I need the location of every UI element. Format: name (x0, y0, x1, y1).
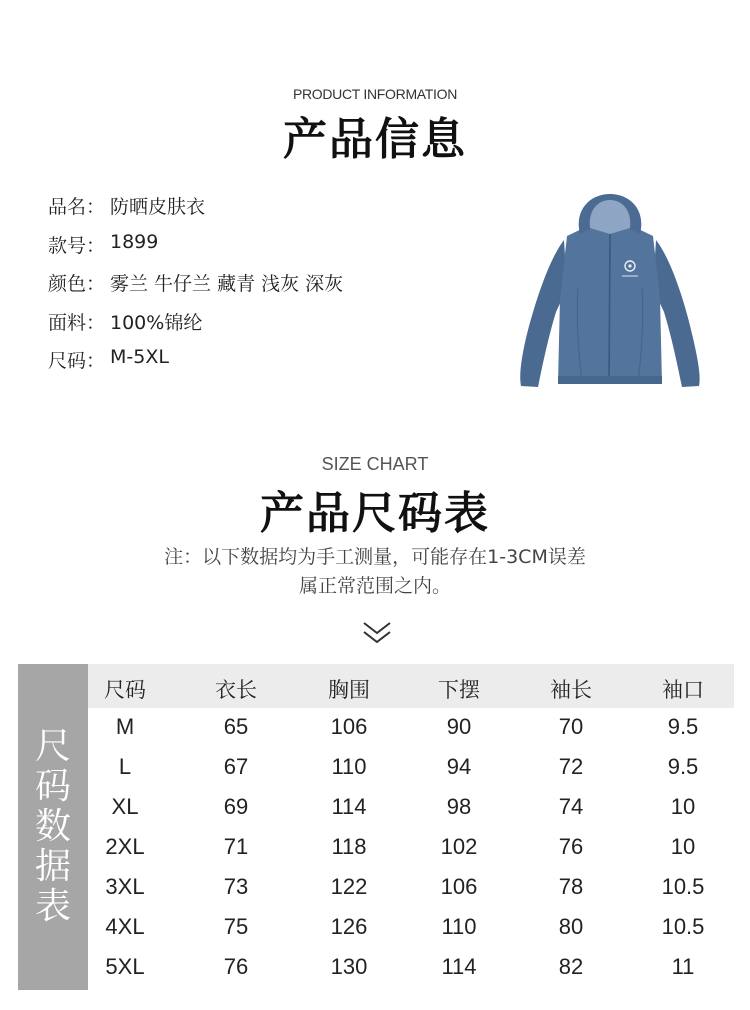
table-cell: 114 (331, 794, 367, 819)
table-cell: 106 (440, 874, 478, 899)
table-cell: 2XL (105, 834, 145, 859)
table-cell: M (115, 714, 135, 739)
size-chart-title: 产品尺码表 (260, 488, 490, 539)
table-cell: L (118, 754, 132, 779)
jacket-image (512, 188, 708, 394)
product-info-list (48, 192, 343, 385)
table-cell: 76 (223, 954, 249, 979)
table-cell: 72 (558, 754, 584, 779)
info-value: 100%锦纶 (110, 311, 203, 334)
table-cell: 10.5 (661, 874, 705, 899)
side-label-char: 表 (34, 886, 71, 927)
table-cell: 10.5 (661, 914, 705, 939)
table-cell: 11 (671, 954, 695, 979)
info-value: 防晒皮肤衣 (110, 196, 206, 218)
table-cell: 114 (441, 954, 477, 979)
table-cell: 70 (558, 714, 584, 739)
table-cell: 82 (558, 954, 584, 979)
table-cell: 126 (330, 914, 368, 939)
table-cell: 76 (558, 834, 584, 859)
table-header-cell: 衣长 (215, 678, 257, 702)
info-key: 品名： (48, 196, 106, 218)
table-cell: 5XL (105, 954, 145, 979)
info-row-style-no (48, 231, 343, 270)
table-cell: 98 (446, 794, 472, 819)
table-cell: 67 (223, 754, 249, 779)
info-row-sizes (48, 346, 343, 385)
table-cell: 122 (330, 874, 368, 899)
info-key: 面料： (48, 311, 106, 334)
side-label-char: 尺 (34, 726, 71, 767)
size-table (18, 664, 734, 990)
table-cell: 3XL (105, 874, 145, 899)
info-key: 款号： (48, 234, 106, 257)
info-key: 颜色： (48, 273, 106, 295)
table-header-cell: 袖口 (662, 678, 704, 702)
table-cell: 75 (223, 914, 249, 939)
side-label-char: 码 (34, 766, 71, 807)
table-cell: 4XL (105, 914, 145, 939)
table-cell: 90 (446, 714, 472, 739)
table-cell: 106 (330, 714, 368, 739)
table-cell: 110 (331, 754, 367, 779)
table-cell: 94 (446, 754, 472, 779)
product-info-subtitle: PRODUCT INFORMATION (292, 86, 458, 102)
double-chevron-down-icon (362, 620, 392, 646)
size-chart-subtitle: SIZE CHART (321, 454, 429, 474)
table-cell: 118 (331, 834, 367, 859)
info-row-fabric (48, 308, 343, 347)
side-label-char: 数 (34, 806, 71, 847)
info-value: M-5XL (110, 346, 169, 368)
table-cell: 9.5 (667, 714, 699, 739)
size-table-side-label (18, 664, 88, 990)
table-cell: 69 (223, 794, 249, 819)
table-cell: 102 (440, 834, 478, 859)
info-key: 尺码： (48, 350, 106, 372)
table-cell: 130 (330, 954, 368, 979)
info-value: 1899 (110, 230, 159, 253)
table-cell: 73 (223, 874, 249, 899)
measurement-note: 注：以下数据均为手工测量，可能存在1-3CM误差 (164, 546, 586, 568)
table-header-cell: 袖长 (550, 678, 592, 702)
table-cell: 110 (441, 914, 477, 939)
table-cell: 71 (223, 834, 249, 859)
info-row-name (48, 192, 343, 231)
measurement-note-cont: 属正常范围之内。 (298, 575, 451, 597)
side-label-char: 据 (34, 846, 71, 887)
table-cell: 10 (670, 794, 696, 819)
table-cell: 80 (558, 914, 584, 939)
table-cell: 9.5 (667, 754, 699, 779)
table-cell: XL (111, 794, 139, 819)
product-info-title: 产品信息 (283, 114, 467, 165)
table-header-cell: 胸围 (328, 678, 370, 702)
table-header-cell: 尺码 (104, 678, 146, 702)
info-value: 雾兰 牛仔兰 藏青 浅灰 深灰 (110, 273, 344, 295)
table-cell: 10 (670, 834, 696, 859)
table-header-cell: 下摆 (438, 678, 480, 702)
table-cell: 74 (558, 794, 584, 819)
table-cell: 65 (223, 714, 249, 739)
table-cell: 78 (558, 874, 584, 899)
info-row-colors (48, 269, 343, 308)
